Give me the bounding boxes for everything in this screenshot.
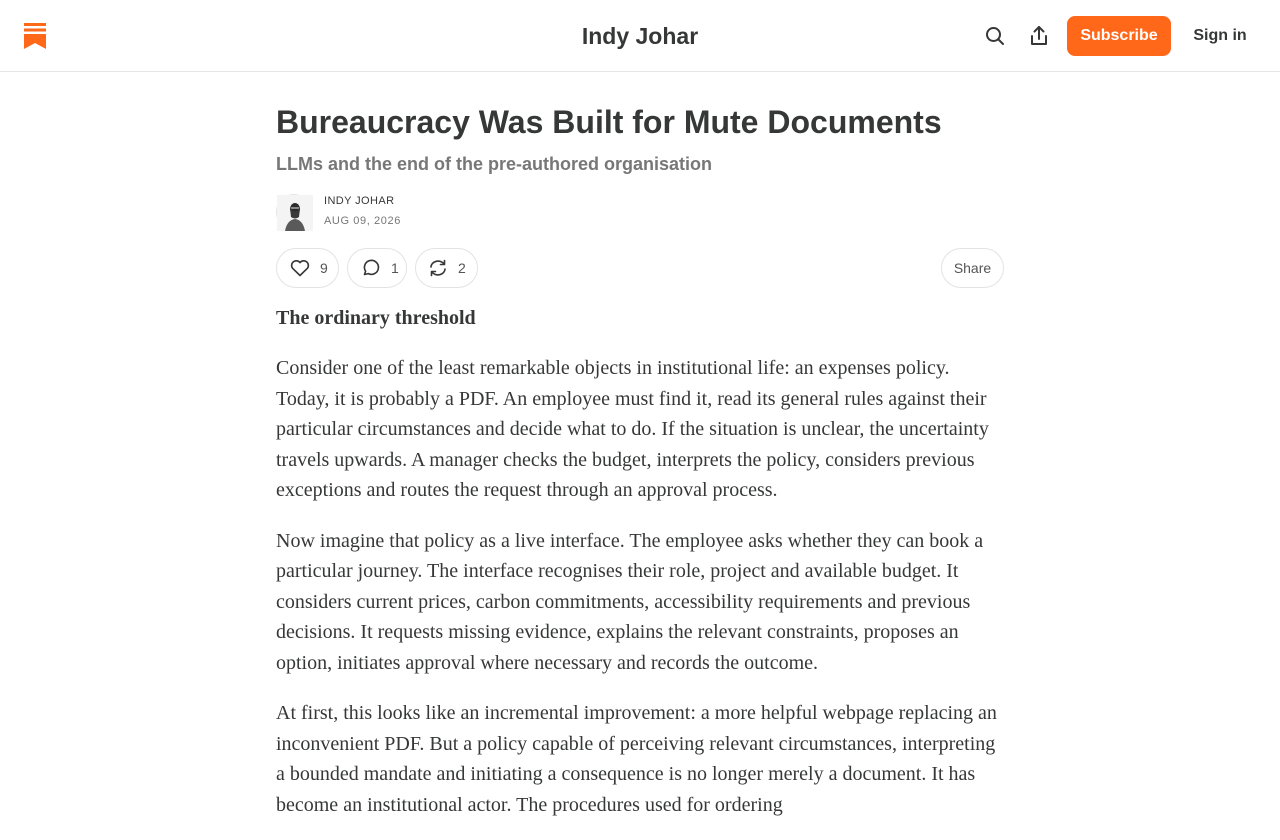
comment-button[interactable] [347, 248, 407, 288]
post-title: Bureaucracy Was Built for Mute Documents [276, 104, 942, 140]
author-avatar[interactable] [276, 194, 312, 230]
share-upload-icon [1029, 25, 1049, 47]
search-button[interactable] [983, 24, 1007, 48]
substack-logo-icon[interactable] [24, 23, 46, 49]
subscribe-button[interactable]: Subscribe [1067, 16, 1171, 56]
section-heading: The ordinary threshold [276, 307, 476, 329]
restack-button[interactable] [415, 248, 478, 288]
comment-bubble-icon [361, 258, 381, 278]
comment-count: 1 [391, 260, 399, 276]
body-paragraph: Consider one of the least remarkable objects in institutional life: an expenses policy. Today, it is probably a PDF. An employee must find it, read its general rules against their particular circumstances and decide what to do. If the situation is unclear, the uncertainty travels upwards. A manager checks the budget, interprets the policy, considers previous exceptions and routes the request through an approval process. [276, 357, 989, 501]
byline [276, 194, 676, 230]
post-body [276, 303, 1004, 840]
sign-in-button[interactable]: Sign in [1184, 16, 1256, 56]
body-paragraph: At first, this looks like an incremental improvement: a more helpful webpage replacing an inconvenient PDF. But a policy capable of perceiving relevant circumstances, interpreting a bounded mandate and initiating a consequence is no longer merely a document. It has become an institutional actor. The procedures used for ordering [276, 702, 997, 816]
heart-icon [290, 258, 310, 278]
share-button-header[interactable] [1027, 24, 1051, 48]
restack-icon [428, 258, 448, 278]
post-date: AUG 09, 2026 [324, 215, 401, 227]
like-count: 9 [320, 260, 328, 276]
like-button[interactable] [276, 248, 339, 288]
restack-count: 2 [458, 260, 466, 276]
search-icon [985, 26, 1005, 46]
body-paragraph: Now imagine that policy as a live interface. The employee asks whether they can book a particular journey. The interface recognises their role, project and available budget. It considers current prices, carbon commitments, accessibility requirements and previous decisions. It requests missing evidence, explains the relevant constraints, proposes an option, initiates approval where necessary and records the outcome. [276, 529, 984, 674]
publication-title[interactable]: Indy Johar [581, 23, 699, 49]
post-subtitle: LLMs and the end of the pre-authored organisation [276, 154, 713, 174]
share-post-button[interactable]: Share [941, 248, 1004, 288]
post-actions-bar [276, 248, 1004, 288]
author-name[interactable]: INDY JOHAR [324, 195, 395, 207]
top-navigation-bar [0, 0, 1280, 72]
